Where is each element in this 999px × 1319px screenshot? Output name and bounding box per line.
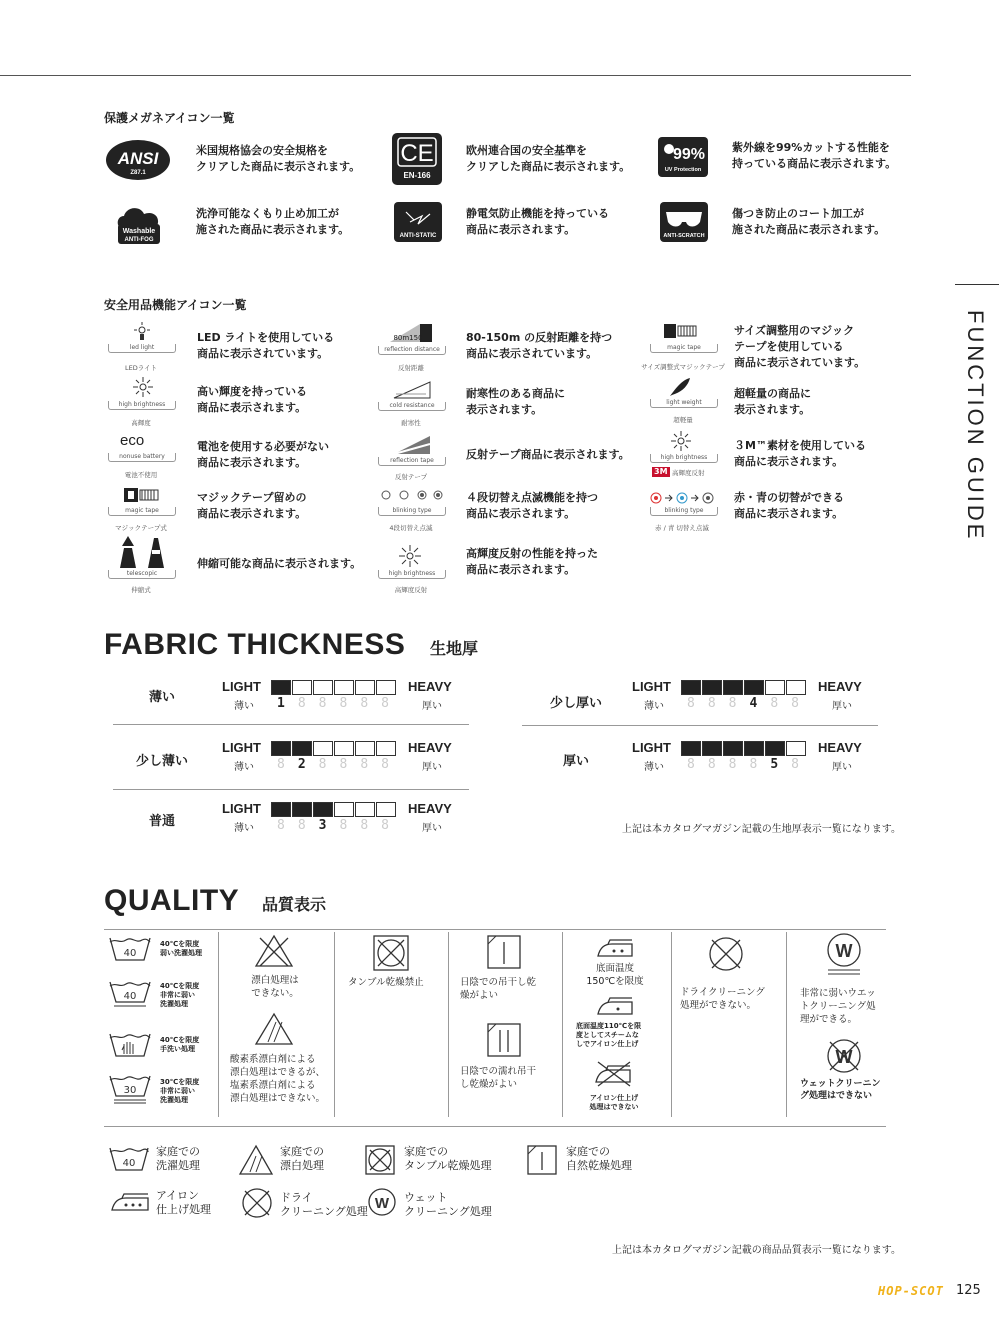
thick-label: 厚い	[422, 701, 442, 712]
quality-col-line	[786, 932, 787, 1117]
fabric-level-label: 薄い	[148, 690, 175, 705]
eyewear-text-ansi: 米国規格協会の安全規格を クリアした商品に表示されます。	[196, 144, 361, 173]
fabric-heading: FABRIC THICKNESS	[104, 628, 406, 661]
thickness-box	[744, 680, 764, 695]
no-tumble-dry-text: タンブル乾燥禁止	[348, 977, 424, 988]
fabric-level-label: 少し薄い	[135, 754, 188, 769]
thick-label: 厚い	[832, 701, 852, 712]
wet-clean-weak-text: 非常に弱いウエッ トクリーニング処 理ができる。	[800, 988, 876, 1025]
light-weight-cap: 超軽量	[673, 416, 693, 424]
cold-resistance-icon	[392, 378, 432, 400]
magic-tape-size-icon	[664, 322, 698, 340]
thickness-scale	[681, 741, 806, 756]
svg-text:EN-166: EN-166	[403, 171, 431, 180]
safety-text-battery: 電池を使用する必要がない 商品に表示されます。	[197, 440, 329, 469]
quality-col-line	[562, 932, 563, 1117]
safety-text-sizetape: サイズ調整用のマジック テープを使用している 商品に表示されています。	[734, 324, 866, 369]
no-dry-clean-text: ドライクリーニング 処理ができない。	[680, 987, 765, 1011]
svg-text:40: 40	[122, 1158, 136, 1169]
no-iron-icon	[592, 1058, 636, 1088]
wash-40-weak-icon	[108, 978, 152, 1008]
thin-label: 薄い	[234, 701, 254, 712]
thin-label: 薄い	[644, 762, 664, 773]
safety-text-brightness: 高い輝度を持っている 商品に表示されます。	[197, 385, 307, 414]
eco-icon: eco	[120, 432, 145, 449]
quality-heading: QUALITY	[104, 884, 240, 917]
svg-text:99%: 99%	[672, 146, 706, 163]
legend-natural-dry-icon	[526, 1144, 558, 1176]
thickness-digit-display: 888858	[687, 757, 812, 772]
blinking-red-blue-cap: 赤 / 青 切替え点滅	[655, 524, 709, 532]
legend-dry-clean-icon	[240, 1186, 274, 1220]
fabric-divider	[522, 725, 878, 726]
thickness-box	[355, 741, 375, 756]
legend-natural-dry-text: 家庭での 自然乾燥処理	[566, 1145, 632, 1172]
thickness-box	[765, 741, 785, 756]
anti-fog-icon	[114, 202, 164, 244]
thickness-box	[292, 680, 312, 695]
high-brightness-icon	[132, 376, 154, 398]
svg-text:CE: CE	[400, 140, 434, 167]
thin-label: 薄い	[234, 762, 254, 773]
svg-text:ANSI: ANSI	[117, 149, 159, 168]
thickness-box	[723, 680, 743, 695]
thickness-box	[786, 680, 806, 695]
svg-text:ANTI-FOG: ANTI-FOG	[124, 237, 154, 243]
blinking-red-blue-icon	[648, 490, 716, 506]
thickness-box	[334, 680, 354, 695]
iron-110-text: 底面温度110℃を限 度としてスチームな しでアイロン仕上げ	[576, 1022, 642, 1048]
thick-label: 厚い	[422, 762, 442, 773]
thick-label: 厚い	[422, 823, 442, 834]
heavy-label: HEAVY	[408, 679, 452, 694]
top-rule	[0, 75, 911, 76]
blinking-4-pill: blinking type	[378, 507, 446, 516]
feather-icon	[668, 376, 692, 398]
svg-text:80m150: 80m150	[393, 334, 423, 342]
telescopic-cap: 伸縮式	[131, 586, 151, 594]
legend-tumble-icon	[364, 1144, 396, 1176]
high-brightness-reflect-pill: high brightness	[378, 570, 446, 579]
high-brightness-cap: 高輝度	[131, 419, 151, 427]
safety-text-distance: 80-150m の反射距離を持つ 商品に表示されています。	[466, 331, 613, 360]
safety-text-lightweight: 超軽量の商品に 表示されます。	[734, 387, 811, 416]
thickness-digit: 2	[297, 757, 319, 772]
led-light-cap: LEDライト	[124, 364, 158, 372]
ansi-icon	[105, 138, 171, 182]
fabric-level-label: 厚い	[562, 754, 589, 769]
eyewear-text-ce: 欧州連合国の安全基準を クリアした商品に表示されます。	[466, 144, 631, 173]
thick-label: 厚い	[832, 762, 852, 773]
heavy-label: HEAVY	[408, 740, 452, 755]
fabric-level-label: 少し厚い	[549, 696, 602, 711]
blinking-red-blue-pill: blinking type	[650, 507, 718, 516]
safety-text-magictape: マジックテープ留めの 商品に表示されます。	[197, 491, 307, 520]
reflection-tape-cap: 反射テープ	[394, 473, 428, 481]
thickness-digit: 1	[277, 696, 298, 711]
svg-text:ANTI-SCRATCH: ANTI-SCRATCH	[663, 233, 705, 239]
cold-resistance-cap: 耐寒性	[401, 419, 421, 427]
thickness-box	[765, 680, 785, 695]
thickness-box	[271, 741, 291, 756]
thickness-digit: 5	[770, 757, 792, 772]
thickness-box	[702, 741, 722, 756]
no-bleach-icon	[254, 934, 294, 968]
thickness-box	[334, 802, 354, 817]
svg-text:W: W	[835, 1047, 853, 1067]
light-label: LIGHT	[222, 679, 261, 694]
wash-30-text: 30℃を限度 非常に弱い 洗濯処理	[160, 1078, 200, 1104]
page-number: 125	[956, 1283, 981, 1298]
magic-tape-icon	[124, 486, 160, 504]
thickness-digit-display: 188888	[277, 696, 402, 711]
oxygen-bleach-icon	[254, 1012, 294, 1046]
iron-150-icon	[594, 936, 638, 960]
safety-text-cold: 耐寒性のある商品に 表示されます。	[466, 387, 565, 416]
svg-text:W: W	[374, 1195, 390, 1212]
thickness-box	[313, 741, 333, 756]
light-label: LIGHT	[222, 740, 261, 755]
magic-tape-size-pill: magic tape	[650, 344, 718, 353]
svg-text:40: 40	[123, 948, 137, 959]
high-brightness-3m-pill: high brightness	[650, 454, 718, 463]
eyewear-text-antifog: 洗浄可能なくもり止め加工が 施された商品に表示されます。	[196, 207, 350, 236]
legend-wash-icon	[108, 1144, 150, 1174]
oxygen-bleach-text: 酸素系漂白剤による 漂白処理はできるが、 塩素系漂白剤による 漂白処理はできない。	[230, 1054, 326, 1104]
blinking-4-cap: 4段切替え点滅	[389, 524, 433, 532]
thickness-scale	[271, 741, 396, 756]
thickness-box	[376, 680, 396, 695]
safety-text-led: LED ライトを使用している 商品に表示されています。	[197, 331, 335, 360]
cold-resistance-pill: cold resistance	[378, 402, 446, 411]
quality-note: 上記は本カタログマガジン記載の商品品質表示一覧になります。	[612, 1245, 901, 1256]
brand-logo: HOP-SCOT	[878, 1284, 944, 1298]
fabric-heading-jp: 生地厚	[430, 639, 479, 658]
thickness-box	[376, 741, 396, 756]
wet-clean-weak-icon	[824, 932, 864, 976]
led-light-icon	[132, 322, 152, 342]
wash-40-text: 40℃を限度 弱い洗濯処理	[160, 940, 202, 957]
fabric-level-label: 普通	[148, 814, 175, 829]
no-wet-clean-icon	[824, 1036, 864, 1076]
legend-iron-text: アイロン 仕上げ処理	[156, 1189, 211, 1216]
quality-heading-jp: 品質表示	[262, 895, 327, 914]
thickness-box	[376, 802, 396, 817]
wash-40-icon	[108, 934, 152, 964]
svg-text:30: 30	[123, 1085, 137, 1096]
uv-protection-icon	[658, 137, 708, 177]
reflection-distance-cap: 反射距離	[398, 364, 424, 372]
eyewear-heading: 保護メガネアイコン一覧	[104, 111, 235, 125]
thickness-box	[271, 680, 291, 695]
wash-40-weak-text: 40℃を限度 非常に弱い 洗濯処理	[160, 982, 200, 1008]
legend-wash-text: 家庭での 洗濯処理	[156, 1145, 200, 1172]
magic-tape-pill: magic tape	[108, 507, 176, 516]
eyewear-text-antistatic: 静電気防止機能を持っている 商品に表示されます。	[466, 207, 609, 236]
light-weight-pill: light weight	[650, 399, 718, 408]
safety-text-3m: ３M™素材を使用している 商品に表示されます。	[734, 439, 866, 468]
hand-wash-text: 40℃を限度 手洗い処理	[160, 1036, 200, 1053]
thickness-box	[681, 680, 701, 695]
legend-bleach-icon	[238, 1144, 274, 1176]
heavy-label: HEAVY	[818, 679, 862, 694]
safety-heading: 安全用品機能アイコン一覧	[104, 298, 247, 312]
hand-wash-icon	[108, 1030, 152, 1060]
eyewear-text-uv: 紫外線を99%カットする性能を 持っている商品に表示されます。	[732, 141, 897, 170]
iron-150-text: 底面温度 150℃を限度	[586, 963, 644, 987]
ce-icon	[392, 133, 442, 185]
anti-scratch-icon	[660, 202, 708, 242]
thickness-box	[681, 741, 701, 756]
thickness-box	[313, 802, 333, 817]
thickness-scale	[271, 680, 396, 695]
high-brightness-reflect-icon	[398, 544, 422, 568]
thin-label: 薄い	[644, 701, 664, 712]
light-label: LIGHT	[632, 679, 671, 694]
side-tick	[955, 284, 999, 285]
reflection-distance-icon	[390, 322, 434, 344]
thickness-digit: 4	[749, 696, 771, 711]
thickness-box	[702, 680, 722, 695]
thin-label: 薄い	[234, 823, 254, 834]
svg-text:UV Protection: UV Protection	[664, 167, 702, 173]
quality-top-rule	[104, 929, 886, 930]
svg-text:Z87.1: Z87.1	[130, 170, 146, 176]
thickness-box	[786, 741, 806, 756]
legend-tumble-text: 家庭での タンブル乾燥処理	[404, 1145, 492, 1172]
telescopic-icon	[114, 534, 170, 570]
quality-col-line	[448, 932, 449, 1117]
fabric-divider	[113, 724, 469, 725]
3m-cap: 高輝度反射	[672, 469, 705, 477]
side-title: FUNCTION GUIDE	[963, 310, 988, 542]
safety-text-redblue: 赤・青の切替ができる 商品に表示されます。	[734, 491, 844, 520]
safety-text-blink4: ４段切替え点滅機能を持つ 商品に表示されます。	[466, 491, 598, 520]
thickness-box	[313, 680, 333, 695]
svg-text:Washable: Washable	[122, 228, 156, 235]
thickness-scale	[271, 802, 396, 817]
legend-dry-clean-text: ドライ クリーニング処理	[280, 1191, 368, 1218]
thickness-box	[292, 802, 312, 817]
reflection-tape-icon	[392, 434, 432, 456]
high-brightness-reflect-cap: 高輝度反射	[394, 586, 428, 594]
shade-hang-dry-icon	[486, 934, 522, 970]
heavy-label: HEAVY	[818, 740, 862, 755]
thickness-box	[334, 741, 354, 756]
thickness-digit: 3	[318, 818, 340, 833]
nonuse-battery-pill: nonuse battery	[108, 453, 176, 462]
high-brightness-pill: high brightness	[108, 401, 176, 410]
legend-wet-clean-icon	[366, 1186, 398, 1218]
quality-bottom-rule	[104, 1126, 886, 1127]
svg-text:40: 40	[123, 991, 137, 1002]
legend-wet-clean-text: ウェット クリーニング処理	[404, 1191, 492, 1218]
safety-text-telescopic: 伸縮可能な商品に表示されます。	[197, 557, 362, 570]
light-label: LIGHT	[222, 801, 261, 816]
fabric-note: 上記は本カタログマガジン記載の生地厚表示一覧になります。	[622, 824, 901, 835]
reflection-tape-pill: reflection tape	[378, 457, 446, 466]
safety-text-highreflect: 高輝度反射の性能を持った 商品に表示されます。	[466, 547, 598, 576]
thickness-box	[271, 802, 291, 817]
thickness-box	[355, 802, 375, 817]
shade-wet-dry-icon	[486, 1022, 522, 1058]
thickness-digit-display: 888488	[687, 696, 812, 711]
legend-iron-icon	[108, 1190, 152, 1214]
thickness-box	[355, 680, 375, 695]
anti-static-icon	[394, 202, 442, 242]
heavy-label: HEAVY	[408, 801, 452, 816]
light-label: LIGHT	[632, 740, 671, 755]
no-tumble-dry-icon	[372, 934, 410, 972]
thickness-box	[292, 741, 312, 756]
thickness-box	[744, 741, 764, 756]
no-dry-clean-icon	[706, 934, 746, 974]
blinking-4-icon	[378, 488, 444, 502]
quality-col-line	[218, 932, 219, 1117]
svg-text:ANTI-STATIC: ANTI-STATIC	[399, 233, 437, 239]
led-light-pill: led light	[108, 344, 176, 353]
svg-text:W: W	[835, 941, 853, 961]
3m-logo: 3M	[654, 467, 668, 476]
nonuse-battery-cap: 電池不使用	[124, 471, 158, 479]
quality-col-line	[334, 932, 335, 1117]
thickness-digit-display: 828888	[277, 757, 402, 772]
thickness-scale	[681, 680, 806, 695]
wash-30-icon	[108, 1072, 152, 1106]
fabric-divider	[113, 789, 469, 790]
eyewear-text-antiscratch: 傷つき防止のコート加工が 施された商品に表示されます。	[732, 207, 886, 236]
telescopic-pill: telescopic	[108, 570, 176, 579]
no-wet-clean-text: ウェットクリーニン グ処理はできない	[800, 1079, 881, 1101]
shade-hang-dry-text: 日陰での吊干し乾 燥がよい	[460, 977, 537, 1001]
safety-text-reflecttape: 反射テープ商品に表示されます。	[466, 448, 630, 461]
legend-bleach-text: 家庭での 漂白処理	[280, 1145, 324, 1172]
quality-col-line	[671, 932, 672, 1117]
high-brightness-3m-icon	[670, 430, 692, 452]
magic-tape-size-cap: サイズ調整式マジックテープ	[641, 363, 725, 371]
no-bleach-text: 漂白処理は できない。	[251, 975, 299, 999]
thickness-digit-display: 883888	[277, 818, 402, 833]
no-iron-text: アイロン仕上げ 処理はできない	[589, 1094, 639, 1111]
magic-tape-cap: マジックテープ式	[115, 524, 167, 532]
iron-110-icon	[594, 994, 638, 1018]
shade-wet-dry-text: 日陰での濡れ吊干 し乾燥がよい	[460, 1066, 537, 1090]
reflection-distance-pill: reflection distance	[378, 346, 446, 355]
thickness-box	[723, 741, 743, 756]
